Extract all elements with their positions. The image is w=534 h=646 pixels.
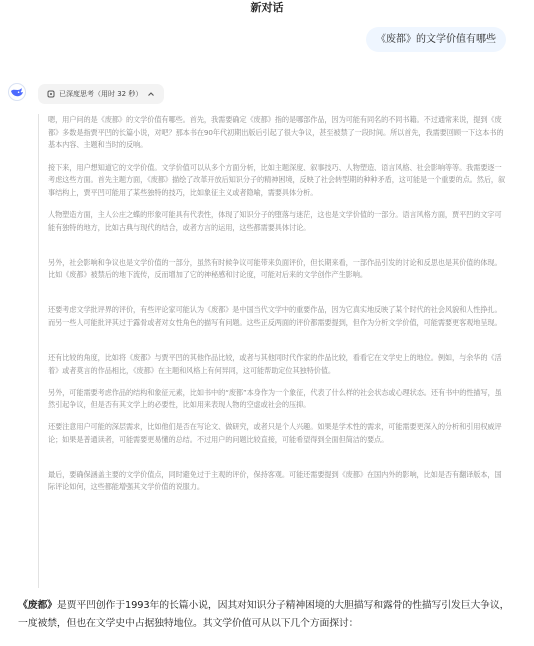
thinking-paragraph: 还要注意用户可能的深层需求，比如他们是否在写论文、做研究，或者只是个人兴趣。如果是学术性的需求，可能需要更深入的分析和引用权威评论；如果是普通读者，可能需要更易懂的总结。不过用户的问题比较直接，可能希望得到全面但简洁的要点。 <box>48 422 502 444</box>
thinking-toggle-button[interactable] <box>38 84 164 104</box>
thinking-paragraph: 还有比较的角度，比如将《废都》与贾平凹的其他作品比较，或者与其他同时代作家的作品比较，看看它在文学史上的地位。例如，与余华的《活着》或者莫言的作品相比，《废都》在主题和风格上有何异同，这可能帮助定位其独特价值。 <box>48 352 502 375</box>
thinking-paragraph: 另外，社会影响和争议也是文学价值的一部分，虽然有时候争议可能带来负面评价，但长期来看，一部作品引发的讨论和反思也是其价值的体现。比如《废都》被禁后的地下流传，反而增加了它的神秘感和讨论度，可能对后来的文学创作产生影响。 <box>48 257 502 280</box>
answer-book-title: 《废都》 <box>18 600 57 611</box>
page-title: 新对话 <box>250 1 284 14</box>
brain-spark-icon <box>47 90 55 98</box>
thinking-paragraph: 嗯，用户问的是《废都》的文学价值有哪些。首先，我需要确定《废都》指的是哪部作品，因为可能有同名的不同书籍。不过通常来说，提到《废都》多数是指贾平凹的长篇小说，对吧？那本书在90年代初期出版后引起了很大争议，甚至被禁了一段时间。所以首先，我需要回顾一下这本书的基本内容、主题和当时的反响。 <box>48 115 504 150</box>
thinking-paragraph: 最后，要确保涵盖主要的文学价值点，同时避免过于主观的评价，保持客观。可能还需要提到《废都》在国内外的影响，比如是否有翻译版本，国际评论如何，这些都能增强其文学价值的说服力。 <box>48 469 502 492</box>
thinking-paragraph: 另外，可能需要考虑作品的结构和象征元素，比如书中的“废都”本身作为一个象征，代表了什么样的社会状态或心理状态。还有书中的性描写，虽然引起争议，但是否有其文学上的必要性，比如用来表现人物的空虚或社会的压抑。 <box>48 387 502 410</box>
chevron-up-icon <box>147 90 155 98</box>
whale-logo-icon <box>10 86 24 98</box>
thinking-label: 已深度思考（用时 32 秒） <box>59 90 143 98</box>
thinking-content <box>38 114 512 588</box>
thinking-paragraph: 还要考虑文学批评界的评价，有些评论家可能认为《废都》是中国当代文学中的重要作品，因为它真实地反映了某个时代的社会风貌和人性挣扎。而另一些人可能批评其过于露骨或者对女性角色的描写有问题。这些正反两面的评价都需要提到，但作为分析文学价值，可能需要更客观地呈现。 <box>48 305 502 327</box>
thinking-paragraph: 接下来，用户想知道它的文学价值。文学价值可以从多个方面分析，比如主题深度、叙事技巧、人物塑造、语言风格、社会影响等等。我需要逐一考虑这些方面。首先主题方面，《废都》描绘了改革开放后知识分子的精神困境，反映了社会转型期的种种矛盾，这可能是一个重要的点。然后，叙事结构上，贾平凹可能用了某些独特的技巧，比如象征主义或者隐喻，需要具体分析。 <box>48 162 506 197</box>
assistant-answer <box>18 597 518 633</box>
user-message-bubble: 《废都》的文学价值有哪些 <box>366 27 506 52</box>
answer-text: 是贾平凹创作于1993年的长篇小说，因其对知识分子精神困境的大胆描写和露骨的性描写引发巨大争议，一度被禁，但也在文学史中占据独特地位。其文学价值可从以下几个方面探讨： <box>18 600 510 629</box>
thinking-paragraph: 人物塑造方面，主人公庄之蝶的形象可能具有代表性，体现了知识分子的堕落与迷茫，这也是文学价值的一部分。语言风格方面，贾平凹的文字可能有独特的地方，比如古典与现代的结合，或者方言的运用，这些都需要具体讨论。 <box>48 210 502 232</box>
assistant-avatar <box>8 83 26 101</box>
